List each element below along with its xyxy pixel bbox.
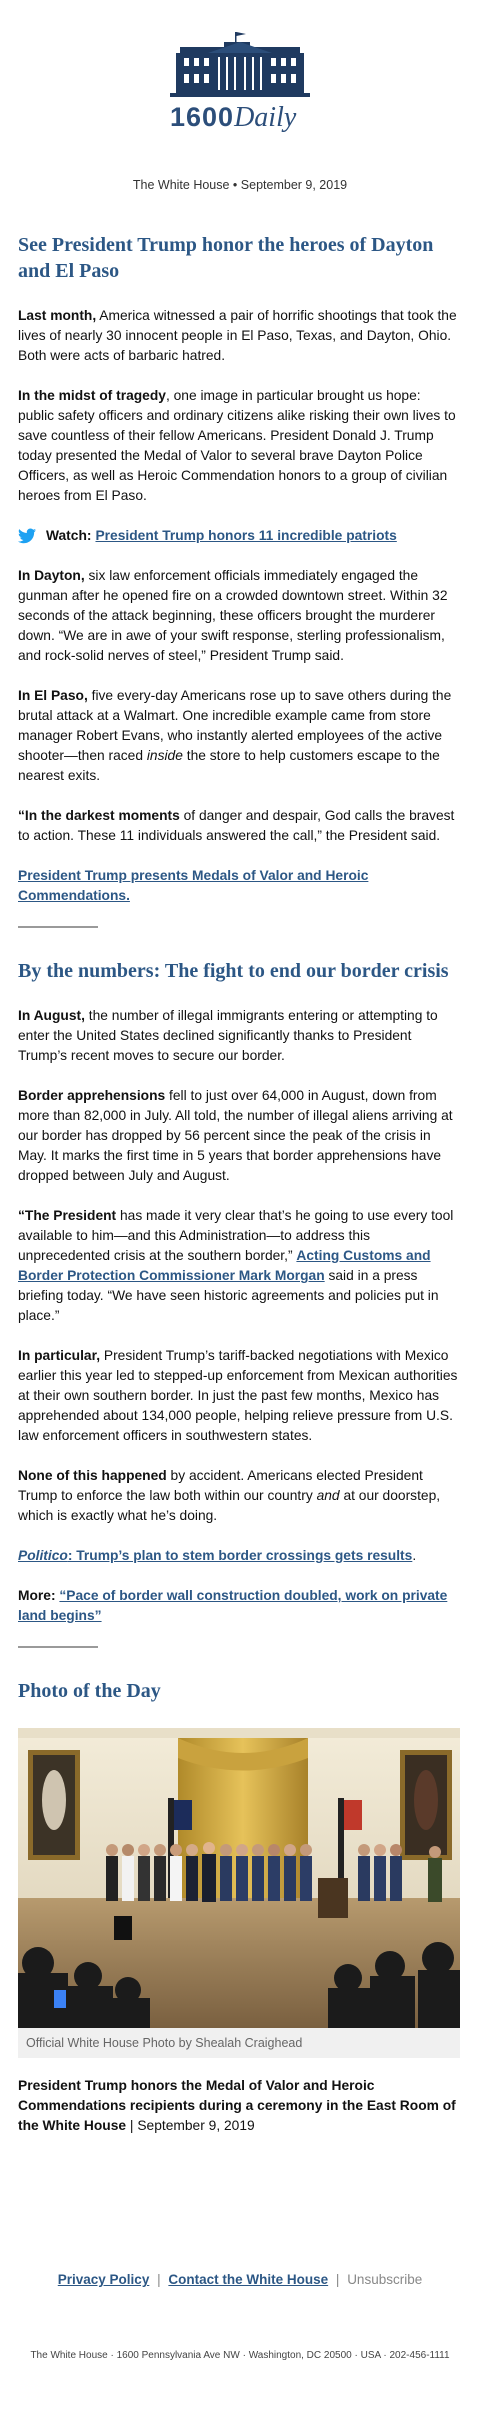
logo-number: 1600	[170, 102, 235, 132]
paragraph-lead: In particular,	[18, 1348, 101, 1363]
paragraph	[18, 1206, 460, 1326]
paragraph-text: President Trump’s tariff-backed negotiations with Mexico earlier this year led to stepped-up enforcement from Mexican authorities at their own southern border. In just the past few months, Mexico has apprehended about 134,000 people, helping relieve pressure from U.S. law enforcement officers in southwestern states.	[18, 1348, 458, 1443]
paragraph-text: has made it very clear that’s he going to use every tool available to him—and this Administration—to address this unprecedented crisis at the southern border,”	[18, 1208, 454, 1263]
photo-caption-bold: President Trump honors the Medal of Valor and Heroic Commendations recipients during a ceremony in the East Room of the White House	[18, 2078, 456, 2133]
paragraph-text: at our doorstep, which is exactly what he’s doing.	[18, 1488, 441, 1523]
paragraph-text: the number of illegal immigrants entering or attempting to enter the United States declined significantly thanks to President Trump’s recent moves to secure our border.	[18, 1008, 438, 1063]
paragraph-emphasis: and	[316, 1488, 340, 1503]
logo-word: Daily	[234, 102, 297, 133]
section-divider	[18, 1646, 98, 1648]
section-title-border: By the numbers: The fight to end our border crisis	[18, 960, 449, 982]
paragraph-text: the store to help customers escape to the nearest exits.	[18, 748, 440, 783]
paragraph	[18, 686, 460, 786]
photo-credit: Official White House Photo by Shealah Craighead	[18, 2028, 460, 2058]
photo-of-the-day[interactable]	[18, 1728, 460, 2028]
paragraph-text: America witnessed a pair of horrific shootings that took the lives of nearly 30 innocent people in El Paso, Texas, and Dayton, Ohio. Both were acts of barbaric hatred.	[18, 308, 457, 363]
email-header	[0, 0, 480, 165]
paragraph-text: , one image in particular brought us hope: public safety officers and ordinary citizens alike risking their own lives to save countless of their fellow Americans. President Donald J. Trump today presented the Medal of Valor to several brave Dayton Police Officers, as well as Heroic Commendation honors to a group of civilian heroes from El Paso.	[18, 388, 456, 503]
border-wall-link[interactable]: “Pace of border wall construction doubled, work on private land begins”	[18, 1588, 448, 1623]
paragraph	[18, 1346, 460, 1446]
medals-article-link[interactable]: President Trump presents Medals of Valor and Heroic Commendations.	[18, 868, 369, 903]
ceremony-photo-image	[18, 1728, 460, 2028]
paragraph	[18, 306, 460, 366]
photo-caption	[18, 2076, 460, 2136]
footer-separator: |	[335, 2272, 340, 2287]
section-title-heroes: See President Trump honor the heroes of Dayton and El Paso	[18, 234, 434, 282]
footer-address: The White House · 1600 Pennsylvania Ave NW · Washington, DC 20500 · USA · 202-456-1111	[30, 2350, 450, 2361]
logo-wordmark	[170, 102, 314, 134]
footer-separator: |	[157, 2272, 161, 2287]
paragraph-lead: “In the darkest moments	[18, 808, 180, 823]
paragraph-text: of danger and despair, God calls the bravest to action. These 11 individuals answered the call,” the President said.	[18, 808, 455, 843]
paragraph-text: fell to just over 64,000 in August, down from more than 82,000 in July. All told, the number of illegal aliens arriving at our border has dropped by 56 percent since the peak of the crisis in May. It marks the first time in 5 years that border apprehensions have dropped between July and August.	[18, 1088, 453, 1183]
paragraph-text: said in a press briefing today. “We have seen historic agreements and policies put in place.”	[18, 1268, 439, 1323]
cbp-commissioner-link[interactable]: Acting Customs and Border Protection Commissioner Mark Morgan	[18, 1248, 431, 1283]
politico-link[interactable]	[18, 1548, 412, 1563]
section-title-photo: Photo of the Day	[18, 1680, 161, 1702]
paragraph-text: six law enforcement officials immediately engaged the gunman after he opened fire on a crowded downtown street. Within 32 seconds of the attack beginning, these officers brought the murderer down. “We are in awe of your swift response, sterling professionalism, and rock-solid nerves of steel,” President Trump said.	[18, 568, 448, 663]
paragraph	[18, 1086, 460, 1186]
unsubscribe-link[interactable]: Unsubscribe	[347, 2272, 423, 2287]
paragraph-lead: In El Paso,	[18, 688, 88, 703]
privacy-policy-link[interactable]: Privacy Policy	[57, 2272, 150, 2287]
paragraph-emphasis: inside	[146, 748, 183, 763]
politico-source: Politico	[18, 1548, 68, 1563]
more-label: More:	[18, 1588, 60, 1603]
section-divider	[18, 926, 98, 928]
paragraph-lead: In August,	[18, 1008, 85, 1023]
paragraph	[18, 1466, 460, 1526]
white-house-icon	[168, 30, 312, 102]
paragraph	[18, 806, 460, 846]
paragraph	[18, 1586, 460, 1626]
footer-links	[0, 2272, 480, 2287]
paragraph-lead: Last month,	[18, 308, 97, 323]
dateline: The White House • September 9, 2019	[132, 178, 348, 192]
paragraph	[18, 566, 460, 666]
paragraph-text: five every-day Americans rose up to save others during the brutal attack at a Walmart. One incredible example came from store manager Robert Evans, who instantly alerted employees of the active shooter—then raced	[18, 688, 452, 763]
paragraph-lead: Border apprehensions	[18, 1088, 166, 1103]
paragraph-lead: In Dayton,	[18, 568, 85, 583]
paragraph	[18, 1006, 460, 1066]
paragraph	[18, 1546, 460, 1566]
watch-label: Watch:	[46, 528, 92, 543]
watch-video-link[interactable]: President Trump honors 11 incredible patriots	[95, 528, 397, 543]
paragraph-lead: “The President	[18, 1208, 117, 1223]
paragraph-text: by accident. Americans elected President Trump to enforce the law both within our country	[18, 1468, 423, 1503]
paragraph-lead: In the midst of tragedy	[18, 388, 166, 403]
watch-line	[18, 526, 460, 546]
logo[interactable]	[168, 30, 312, 142]
politico-headline: : Trump’s plan to stem border crossings gets results	[67, 1548, 413, 1563]
paragraph-lead: None of this happened	[18, 1468, 167, 1483]
politico-period: .	[412, 1548, 417, 1563]
email-body	[18, 232, 460, 2156]
twitter-bird-icon	[18, 528, 36, 544]
paragraph	[18, 866, 460, 906]
photo-caption-date: | September 9, 2019	[126, 2118, 255, 2133]
contact-link[interactable]: Contact the White House	[168, 2272, 329, 2287]
paragraph	[18, 386, 460, 506]
